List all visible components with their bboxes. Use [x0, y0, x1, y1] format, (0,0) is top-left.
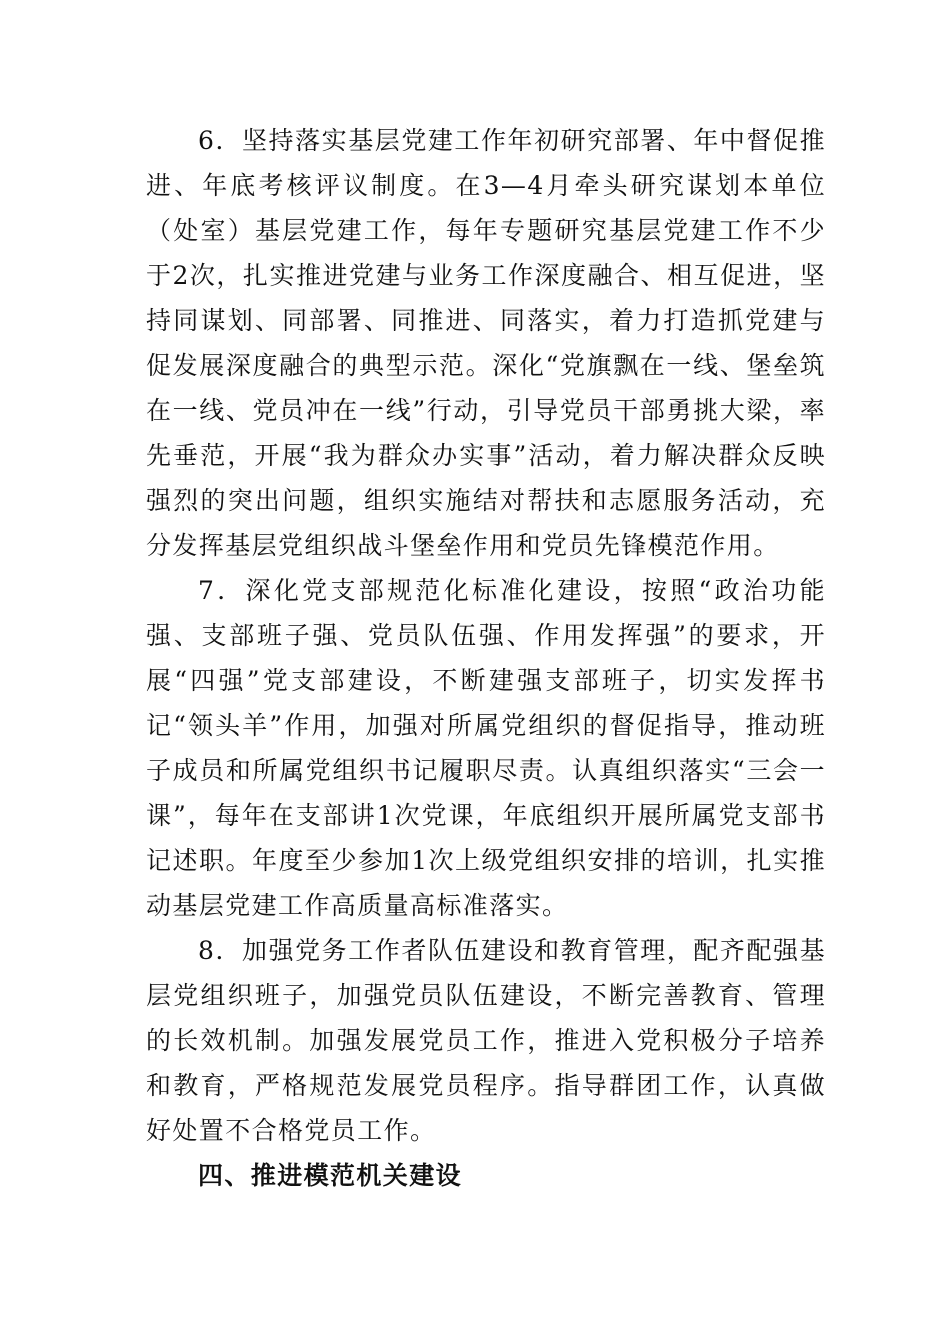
paragraph-item-8: 8．加强党务工作者队伍建设和教育管理，配齐配强基层党组织班子，加强党员队伍建设，不断完善教育、管理的长效机制。加强发展党员工作，推进入党积极分子培养和教育，严格规范发展党员程序。指导群团工作，认真做好处置不合格党员工作。 [146, 936, 826, 1145]
section-heading: 四、推进模范机关建设 [198, 1161, 463, 1190]
document-body [146, 118, 826, 1198]
paragraph-item-7: 7．深化党支部规范化标准化建设，按照“政治功能强、支部班子强、党员队伍强、作用发挥强”的要求，开展“四强”党支部建设，不断建强支部班子，切实发挥书记“领头羊”作用，加强对所属党组织的督促指导，推动班子成员和所属党组织书记履职尽责。认真组织落实“三会一课”，每年在支部讲1次党课，年底组织开展所属党支部书记述职。年度至少参加1次上级党组织安排的培训，扎实推动基层党建工作高质量高标准落实。 [146, 576, 826, 920]
paragraph-item-6: 6．坚持落实基层党建工作年初研究部署、年中督促推进、年底考核评议制度。在3—4月牵头研究谋划本单位（处室）基层党建工作，每年专题研究基层党建工作不少于2次，扎实推进党建与业务工作深度融合、相互促进，坚持同谋划、同部署、同推进、同落实，着力打造抓党建与促发展深度融合的典型示范。深化“党旗飘在一线、堡垒筑在一线、党员冲在一线”行动，引导党员干部勇挑大梁，率先垂范，开展“我为群众办实事”活动，着力解决群众反映强烈的突出问题，组织实施结对帮扶和志愿服务活动，充分发挥基层党组织战斗堡垒作用和党员先锋模范作用。 [146, 126, 826, 560]
